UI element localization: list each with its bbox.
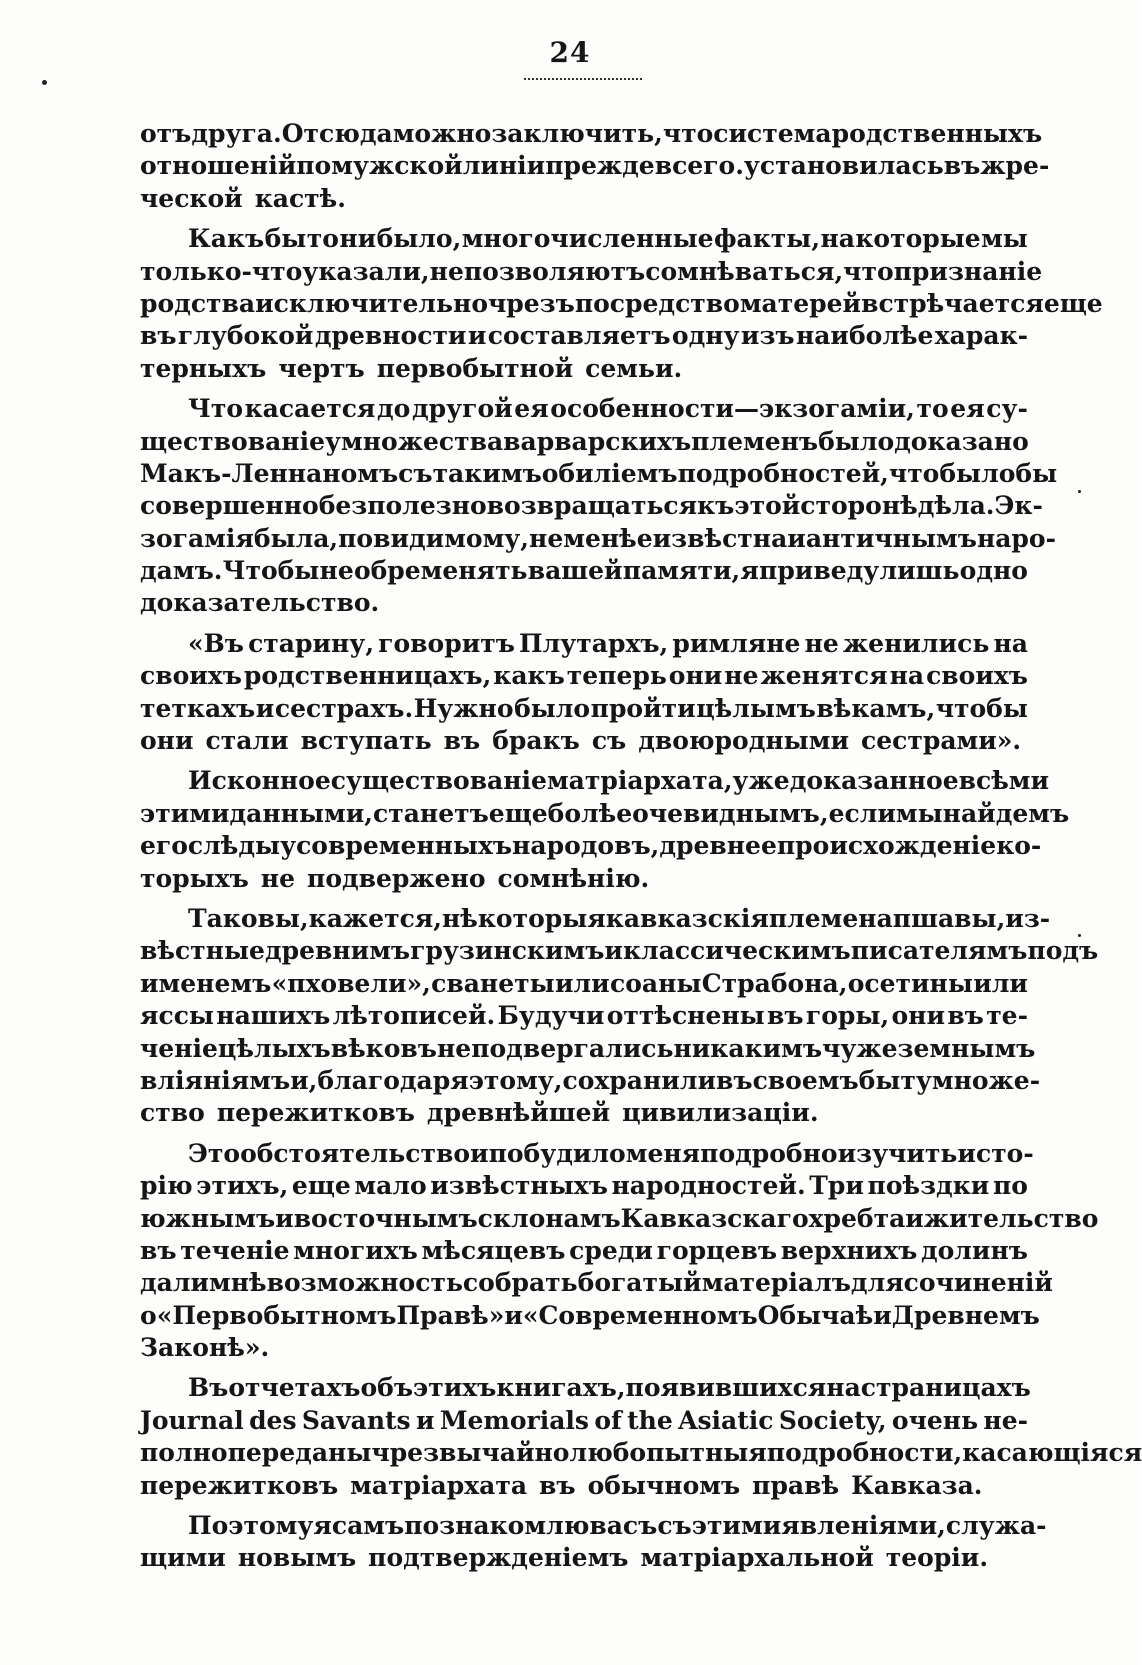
paragraph-gap [140, 1364, 1028, 1372]
text-line: въ глубокой древности и составляетъ одну изъ наиболѣе харак- [140, 321, 1028, 351]
text-line: «Въ старину, говоритъ Плутархъ, римляне не женились на [188, 628, 1028, 658]
paragraph [140, 393, 1058, 620]
text-line: щими новымъ подтвержденіемъ матріархальной теоріи. [140, 1543, 989, 1573]
text-line: терныхъ чертъ первобытной семьи. [140, 353, 683, 383]
paragraph [140, 1372, 1142, 1502]
text-line: именемъ «пховели», сванеты или соаны Страбона, осетины или [140, 968, 1028, 998]
text-line: ческой кастѣ. [140, 183, 346, 213]
text-line: полно переданы чрезвычайно любопытныя подробности, касающіяся [140, 1438, 1142, 1468]
text-line: вѣстные древнимъ грузинскимъ и классическимъ писателямъ подъ [140, 936, 1099, 966]
text-line: въ теченіе многихъ мѣсяцевъ среди горцевъ верхнихъ долинъ [140, 1235, 1028, 1265]
paragraph [140, 903, 1099, 1130]
paragraph [140, 1510, 1047, 1575]
text-line: только-что указали, не позволяютъ сомнѣваться, что признаніе [140, 256, 1043, 286]
paragraph [140, 223, 1103, 385]
text-line: ченіе цѣлыхъ вѣковъ не подвергались никакимъ чужеземнымъ [140, 1033, 1036, 1063]
text-line: о «Первобытномъ Правѣ» и «Современномъ Обычаѣ и Древнемъ [140, 1300, 1040, 1330]
text-line: доказательство. [140, 588, 380, 618]
text-line: ство пережитковъ древнѣйшей цивилизаціи. [140, 1098, 819, 1128]
text-line: торыхъ не подвержено сомнѣнію. [140, 863, 650, 893]
body-text [140, 118, 1142, 1575]
text-line: дамъ. Чтобы не обременять вашей памяти, я приведу лишь одно [140, 556, 1028, 586]
text-line: этими данными, станетъ еще болѣе очевиднымъ, если мы найдемъ [140, 798, 1070, 828]
text-line: своихъ родственницахъ, какъ теперь они не женятся на своихъ [140, 661, 1028, 691]
paragraph-gap [140, 620, 1028, 628]
text-line: Какъ бы то ни было, многочисленные факты, на которые мы [188, 224, 1028, 254]
paragraph-gap [140, 385, 1028, 393]
text-line: дали мнѣ возможность собрать богатый матеріалъ для сочиненій [140, 1268, 1053, 1298]
text-line: Это обстоятельство и побудило меня подробно изучить исто- [188, 1138, 1034, 1168]
text-line: родства исключительно чрезъ посредство матерей встрѣчается еще [140, 288, 1103, 318]
scan-speck [42, 80, 47, 85]
text-line: Поэтому я самъ познакомлю васъ съ этими явленіями, служа- [188, 1511, 1047, 1541]
text-line: Что касается до другой ея особенности—экзогаміи, то ея су- [188, 394, 1028, 424]
paragraph-gap [140, 1502, 1028, 1510]
text-line: совершенно безполезно возвращаться къ этой сторонѣ дѣла. Эк- [140, 491, 1043, 521]
text-line: теткахъ и сестрахъ. Нужно было пройти цѣлымъ вѣкамъ, чтобы [140, 693, 1028, 723]
text-line: они стали вступать въ бракъ съ двоюродными сестрами». [140, 726, 1022, 756]
scan-speck [1078, 490, 1081, 493]
paragraph [140, 118, 1050, 215]
text-line: южнымъ и восточнымъ склонамъ Кавказскаго хребта и жительство [140, 1203, 1099, 1233]
text-line: вліяніямъ и, благодаря этому, сохранили въ своемъ быту множе- [140, 1065, 1041, 1095]
page-number-rule [524, 78, 642, 80]
paragraph [140, 628, 1028, 758]
paragraph-gap [140, 757, 1028, 765]
paragraph-gap [140, 1130, 1028, 1138]
text-line: отношеній по мужской линіи прежде всего. установилась въ жре- [140, 151, 1050, 181]
text-line: Исконное существованіе матріархата, уже доказанное всѣми [188, 766, 1050, 796]
text-line: ществованіе у множества варварскихъ племенъ было доказано [140, 426, 1029, 456]
page-number: 24 [549, 36, 591, 69]
text-line: его слѣды у современныхъ народовъ, древнее происхожденіе ко- [140, 831, 1042, 861]
text-line: Journal des Savants и Memorials of the Asiatic Society, очень не- [140, 1405, 1028, 1435]
text-line: яссы нашихъ лѣтописей. Будучи оттѣснены въ горы, они въ те- [140, 1001, 1028, 1031]
paragraph-gap [140, 215, 1028, 223]
text-line: Макъ-Леннаномъ съ такимъ обиліемъ подробностей, что было бы [140, 458, 1058, 488]
text-line: зогамія была, повидимому, не менѣе извѣстна и античнымъ наро- [140, 523, 1056, 553]
text-line: Законѣ». [140, 1333, 270, 1363]
paragraph-gap [140, 895, 1028, 903]
text-line: пережитковъ матріархата въ обычномъ правѣ Кавказа. [140, 1470, 983, 1500]
text-line: Въ отчетахъ объ этихъ книгахъ, появившихся на страницахъ [188, 1373, 1031, 1403]
text-line: Таковы, кажется, нѣкоторыя кавказскія племена пшавы, из- [188, 903, 1051, 933]
text-line: рію этихъ, еще мало извѣстныхъ народностей. Три поѣздки по [140, 1171, 1028, 1201]
text-line: отъ друга. Отсюда можно заключить, что система родственныхъ [140, 119, 1043, 148]
paragraph [140, 1138, 1099, 1365]
paragraph [140, 765, 1070, 895]
